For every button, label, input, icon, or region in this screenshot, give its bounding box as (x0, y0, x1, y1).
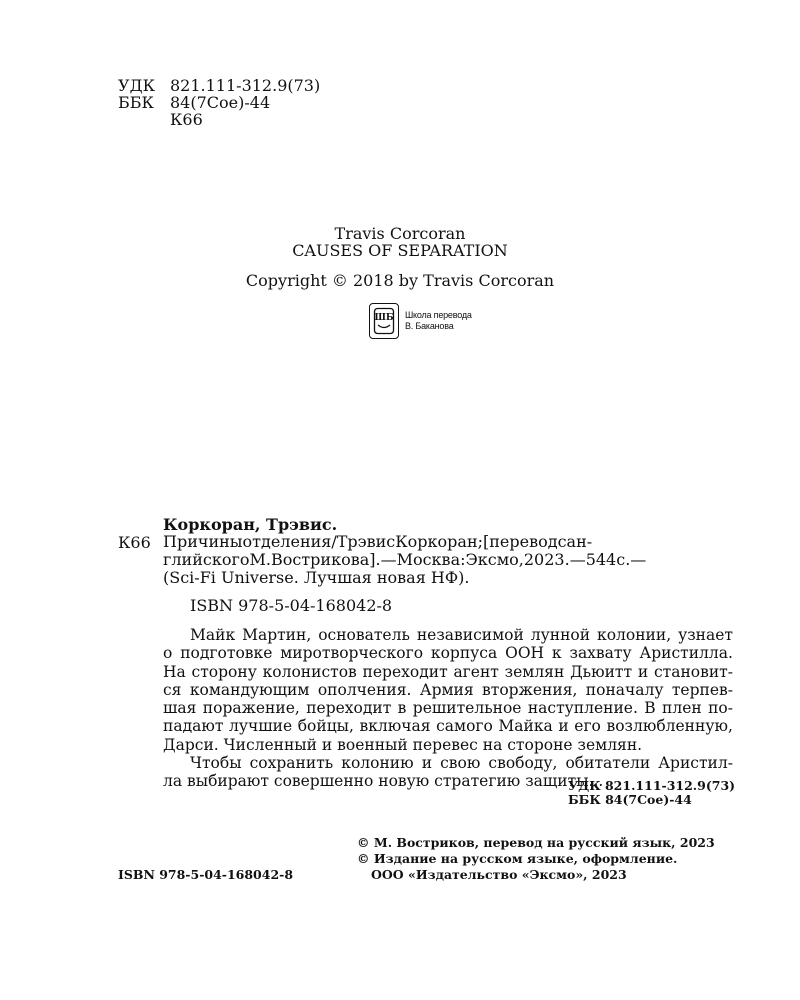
bib-word: [перевод (483, 532, 558, 551)
annotation-line: Дарси. Численный и военный перевес на стороне землян. (163, 735, 643, 754)
logo-glyph: ШБ (374, 313, 394, 323)
bib-word: отделения (242, 532, 332, 551)
annotation-line: ла выбирают совершенно новую стратегию защиты... (163, 772, 604, 791)
author-mark: К66 (170, 110, 203, 129)
annotation-line: Чтобы сохранить колонию и свою свободу, обитатели Аристил- (190, 754, 733, 773)
bib-word: 2023. (523, 550, 570, 569)
bbk-label: ББК (118, 93, 154, 112)
udk-bottom: УДК 821.111-312.9(73) (568, 778, 736, 793)
udk-label: УДК (118, 76, 155, 95)
original-title: CAUSES OF SEPARATION (292, 241, 508, 260)
annotation (163, 626, 736, 793)
bbk-value: 84(7Сое)-44 (170, 93, 271, 112)
udk-value: 821.111-312.9(73) (170, 76, 321, 95)
codes-bottom (568, 779, 735, 807)
author-heading: Коркоран, Трэвис. (163, 515, 338, 534)
copyright-block (357, 835, 715, 883)
bib-word: / (331, 532, 337, 551)
bib-word: Коркоран (395, 532, 478, 551)
bib-word: ; (477, 532, 483, 551)
bib-word: Трэвис (336, 532, 396, 551)
bib-word: М. (249, 550, 271, 569)
original-author: Travis Corcoran (334, 224, 466, 243)
logo-line2: В. Баканова (405, 321, 454, 331)
bib-line-3: (Sci-Fi Universe. Лучшая новая НФ). (163, 568, 470, 587)
bib-line-2 (163, 551, 733, 569)
isbn-main: ISBN 978-5-04-168042-8 (190, 596, 393, 615)
bib-word: — (380, 550, 397, 569)
annotation-line: шая поражение, переходит в решительное наступление. В плен по- (163, 699, 733, 718)
bib-word: : (460, 550, 466, 569)
isbn-bottom: ISBN 978-5-04-168042-8 (118, 867, 294, 882)
bibliographic-description (163, 533, 733, 587)
bib-word: ан- (566, 532, 593, 551)
author-mark-left: К66 (118, 533, 151, 552)
bib-word: Эксмо, (465, 550, 524, 569)
bib-word: с (557, 532, 567, 551)
annotation-line: падают лучшие бойцы, включая самого Майка и его возлюбленную, (163, 717, 733, 736)
bib-word: Вострикова]. (270, 550, 381, 569)
annotation-line: о подготовке миротворческого корпуса ООН к захвату Аристилла. (163, 644, 733, 663)
bib-word: глийского (163, 550, 250, 569)
annotation-line: На сторону колонистов переходит агент землян Дьюитт и становит- (163, 662, 733, 681)
translation-school-logo (369, 303, 472, 339)
bib-word: — (630, 550, 647, 569)
annotation-line: Майк Мартин, основатель независимой лунной колонии, узнает (190, 626, 733, 644)
bib-line-1 (163, 533, 733, 551)
bib-word: с. (616, 550, 631, 569)
annotation-line: ся командующим ополчения. Армия вторжения, поначалу терпев- (163, 680, 733, 699)
logo-line1: Школа перевода (405, 310, 472, 320)
bib-word: — (569, 550, 586, 569)
copyright-line-2: © Издание на русском языке, оформление. (357, 851, 678, 866)
original-copyright: Copyright © 2018 by Travis Corcoran (245, 271, 555, 290)
bib-word: Москва (396, 550, 461, 569)
classification-codes (118, 77, 320, 128)
copyright-line-1: © М. Востриков, перевод на русский язык, 2023 (357, 835, 715, 850)
logo-emblem-icon (369, 303, 399, 339)
bib-word: 544 (585, 550, 617, 569)
bib-word: Причины (163, 532, 243, 551)
copyright-line-3: ООО «Издательство «Эксмо», 2023 (371, 867, 627, 882)
bbk-bottom: ББК 84(7Сое)-44 (568, 792, 692, 807)
